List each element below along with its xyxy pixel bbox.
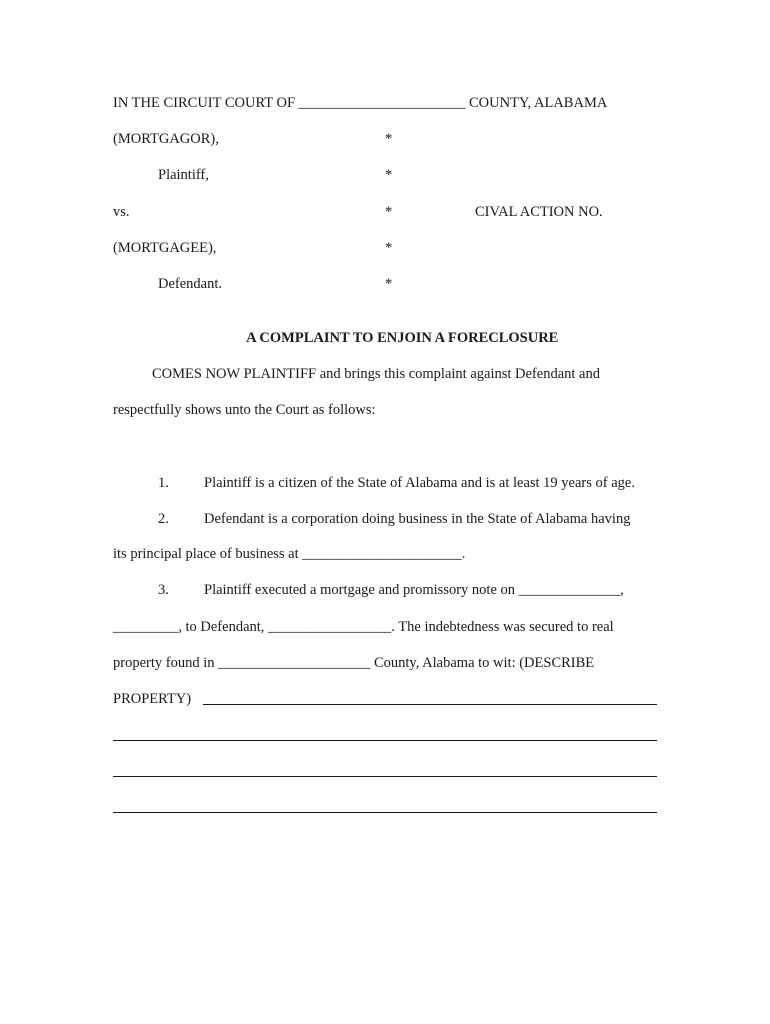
paragraph-3-line-3: property found in _____________________ County, Alabama to wit: (DESCRIBE xyxy=(113,655,595,671)
intro-line-2: respectfully shows unto the Court as follows: xyxy=(113,402,376,418)
paragraph-2-line-1: Defendant is a corporation doing business in the State of Alabama having xyxy=(204,511,631,527)
property-description-blank xyxy=(113,740,657,741)
court-heading: IN THE CIRCUIT COURT OF _______________________ COUNTY, ALABAMA xyxy=(113,95,608,111)
caption-separator: * xyxy=(385,167,393,183)
civil-action-number: CIVAL ACTION NO. xyxy=(475,204,603,220)
plaintiff-label: Plaintiff, xyxy=(158,167,209,183)
mortgagor-party: (MORTGAGOR), xyxy=(113,131,219,147)
document-title-text: A COMPLAINT TO ENJOIN A FORECLOSURE xyxy=(246,330,559,346)
caption-separator: * xyxy=(385,131,393,147)
caption-separator: * xyxy=(385,276,393,292)
intro-line-1: COMES NOW PLAINTIFF and brings this complaint against Defendant and xyxy=(152,366,600,382)
document-title xyxy=(0,311,770,365)
property-description-blank xyxy=(113,776,657,777)
paragraph-3-line-4: PROPERTY) xyxy=(113,691,192,707)
property-description-blank xyxy=(203,704,657,705)
paragraph-2-line-2: its principal place of business at ______________________. xyxy=(113,546,466,562)
caption-separator: * xyxy=(385,204,393,220)
caption-separator: * xyxy=(385,240,393,256)
mortgagee-party: (MORTGAGEE), xyxy=(113,240,217,256)
paragraph-number: 1. xyxy=(158,475,169,491)
paragraph-1-line-1: Plaintiff is a citizen of the State of Alabama and is at least 19 years of age. xyxy=(204,475,635,491)
defendant-label: Defendant. xyxy=(158,276,223,292)
paragraph-number: 2. xyxy=(158,511,169,527)
versus-label: vs. xyxy=(113,204,130,220)
paragraph-3-line-2: _________, to Defendant, _________________. The indebtedness was secured to real xyxy=(113,619,614,635)
paragraph-3-line-1: Plaintiff executed a mortgage and promissory note on ______________, xyxy=(204,582,624,598)
property-description-blank xyxy=(113,812,657,813)
paragraph-number: 3. xyxy=(158,582,169,598)
